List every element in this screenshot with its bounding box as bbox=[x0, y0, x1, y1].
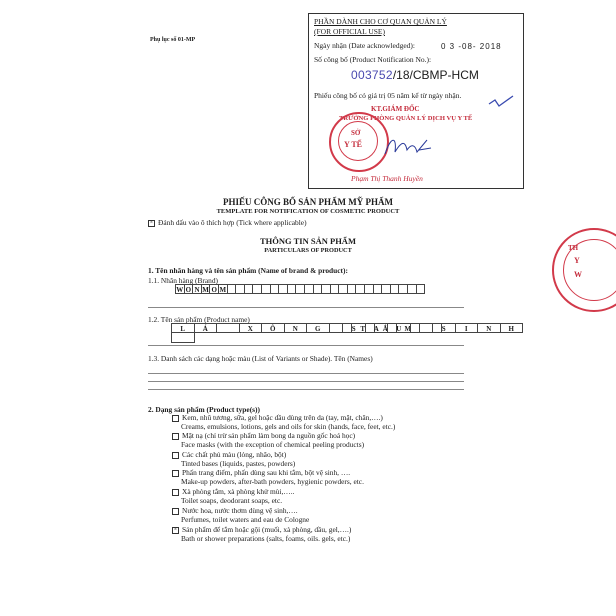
q1-heading: 1. Tên nhãn hàng và tên sản phẩm (Name of brand & product): bbox=[148, 266, 348, 275]
q2-heading: 2. Dạng sản phẩm (Product type(s)) bbox=[148, 405, 260, 414]
product-letter: X bbox=[239, 323, 263, 333]
product-letter: A bbox=[365, 323, 389, 333]
notification-number-prefix: 003752 bbox=[351, 68, 393, 82]
product-type-checkbox[interactable] bbox=[172, 452, 179, 459]
product-letter: Ắ bbox=[374, 323, 398, 333]
variants-line bbox=[148, 381, 464, 382]
product-letter: S bbox=[342, 323, 366, 333]
divider bbox=[148, 345, 464, 346]
product-type-checkbox[interactable] bbox=[172, 433, 179, 440]
product-letter: T bbox=[351, 323, 375, 333]
product-type-option[interactable] bbox=[172, 450, 286, 459]
variants-line bbox=[148, 373, 464, 374]
tick-note-checkbox-icon: × bbox=[149, 219, 154, 226]
official-heading-en: (FOR OFFICIAL USE) bbox=[314, 27, 385, 36]
product-type-checkbox[interactable] bbox=[172, 415, 179, 422]
seal-top-text: SỞ bbox=[351, 129, 361, 137]
validity-note: Phiếu công bố có giá trị 05 năm kể từ ngày nhận. bbox=[314, 91, 462, 100]
product-letter: H bbox=[500, 323, 524, 333]
official-use-box bbox=[308, 13, 524, 189]
variants-line bbox=[148, 389, 464, 390]
product-letter: S bbox=[432, 323, 456, 333]
red-seal-icon bbox=[329, 112, 389, 172]
product-type-checkbox[interactable] bbox=[172, 470, 179, 477]
product-type-vi: Nước hoa, nước thơm dùng vệ sinh,…. bbox=[182, 506, 298, 515]
product-type-en: Perfumes, toilet waters and eau de Cologne bbox=[181, 515, 310, 524]
brand-letter: N bbox=[192, 284, 202, 294]
product-letter: M bbox=[396, 323, 420, 333]
notification-number-suffix: /18/CBMP-HCM bbox=[392, 68, 479, 82]
form-title-en: TEMPLATE FOR NOTIFICATION OF COSMETIC PRODUCT bbox=[216, 208, 400, 215]
form-title: PHIẾU CÔNG BỐ SẢN PHẨM MỸ PHẨM bbox=[223, 197, 393, 207]
product-letter: U bbox=[387, 323, 411, 333]
product-letter: N bbox=[284, 323, 308, 333]
check-mark-icon bbox=[487, 94, 517, 110]
section-title-en: PARTICULARS OF PRODUCT bbox=[264, 247, 352, 254]
product-letter: Ô bbox=[261, 323, 285, 333]
product-name-tail bbox=[342, 323, 523, 333]
brand-letter: O bbox=[184, 284, 194, 294]
product-type-vi: Xà phòng tắm, xà phòng khử mùi,….. bbox=[182, 487, 295, 496]
notification-number bbox=[351, 68, 479, 83]
product-name-label: 1.2. Tên sản phẩm (Product name) bbox=[148, 315, 250, 324]
date-acknowledged-label: Ngày nhận (Date acknowledged): bbox=[314, 41, 416, 50]
product-type-option[interactable] bbox=[172, 413, 383, 422]
brand-label: 1.1. Nhãn hàng (Brand) bbox=[148, 276, 218, 285]
product-type-vi: Mặt nạ (chỉ trừ sản phẩm làm bong da nguồn gốc hoá học) bbox=[182, 431, 356, 440]
product-type-option[interactable] bbox=[172, 525, 351, 534]
product-letter: L bbox=[171, 323, 195, 333]
tick-note bbox=[148, 218, 307, 227]
stamp-role: KT.GIÁM ĐỐC bbox=[371, 105, 420, 113]
product-name-boxes-row2 bbox=[172, 333, 195, 343]
product-type-vi: Các chất phủ màu (lỏng, nhão, bột) bbox=[182, 450, 287, 459]
product-letter: Á bbox=[194, 323, 218, 333]
product-type-vi: Sản phẩm để tắm hoặc gội (muối, xà phòng, dầu, gel,….) bbox=[182, 525, 352, 534]
product-type-vi: Phấn trang điểm, phấn dùng sau khi tắm, bột vệ sinh, …. bbox=[182, 468, 351, 477]
product-type-option[interactable] bbox=[172, 468, 350, 477]
product-type-checkbox[interactable] bbox=[172, 489, 179, 496]
product-type-option[interactable] bbox=[172, 431, 355, 440]
product-type-vi: Kem, nhũ tương, sữa, gel hoặc dầu dùng trên da (tay, mặt, chân,….) bbox=[182, 413, 383, 422]
brand-letter: O bbox=[209, 284, 219, 294]
section-title: THÔNG TIN SẢN PHẨM bbox=[260, 236, 356, 246]
product-type-checkbox-checked[interactable]: × bbox=[173, 526, 178, 533]
product-letter: N bbox=[477, 323, 501, 333]
appendix-label: Phụ lục số 01-MP bbox=[150, 37, 196, 43]
notification-number-label: Số công bố (Product Notification No.): bbox=[314, 55, 432, 64]
divider bbox=[148, 307, 464, 308]
brand-letter: M bbox=[202, 286, 209, 294]
seal-middle-text: Y TẾ bbox=[344, 140, 363, 149]
product-letter: G bbox=[306, 323, 330, 333]
product-letter bbox=[216, 323, 240, 333]
product-type-en: Make-up powders, after-bath powders, hygienic powders, etc. bbox=[181, 477, 364, 486]
tick-note-text: Đánh dấu vào ô thích hợp (Tick where applicable) bbox=[158, 218, 307, 227]
right-seal-line3: W bbox=[574, 270, 582, 279]
brand-boxes bbox=[176, 284, 425, 294]
brand-letter: W bbox=[176, 286, 184, 294]
product-type-checkbox[interactable] bbox=[172, 508, 179, 515]
official-heading: PHẦN DÀNH CHO CƠ QUAN QUẢN LÝ bbox=[314, 17, 447, 26]
product-type-en: Face masks (with the exception of chemical peeling products) bbox=[181, 440, 365, 449]
stamp-department: TRƯỞNG PHÒNG QUẢN LÝ DỊCH VỤ Y TẾ bbox=[339, 115, 473, 122]
brand-letter: M bbox=[219, 286, 227, 294]
signature-icon bbox=[381, 132, 441, 162]
variants-label: 1.3. Danh sách các dạng hoặc màu (List of Variants or Shade). Tên (Names) bbox=[148, 354, 373, 363]
product-type-en: Tinted bases (liquids, pastes, powders) bbox=[181, 459, 296, 468]
product-type-option[interactable] bbox=[172, 506, 298, 515]
date-acknowledged-value: 0 3 -08- 2018 bbox=[441, 42, 502, 51]
product-letter: I bbox=[455, 323, 479, 333]
product-type-en: Toilet soaps, deodorant soaps, etc. bbox=[181, 496, 283, 505]
right-seal-line2: Y bbox=[574, 256, 580, 265]
product-type-en: Creams, emulsions, lotions, gels and oils for skin (hands, face, feet, etc.) bbox=[181, 422, 396, 431]
product-letter bbox=[410, 323, 434, 333]
signer-name: Phạm Thị Thanh Huyền bbox=[351, 174, 423, 183]
product-type-option[interactable] bbox=[172, 487, 294, 496]
product-type-en: Bath or shower preparations (salts, foams, oils. gels, etc.) bbox=[181, 534, 351, 543]
right-seal-line1: TH bbox=[568, 244, 579, 252]
